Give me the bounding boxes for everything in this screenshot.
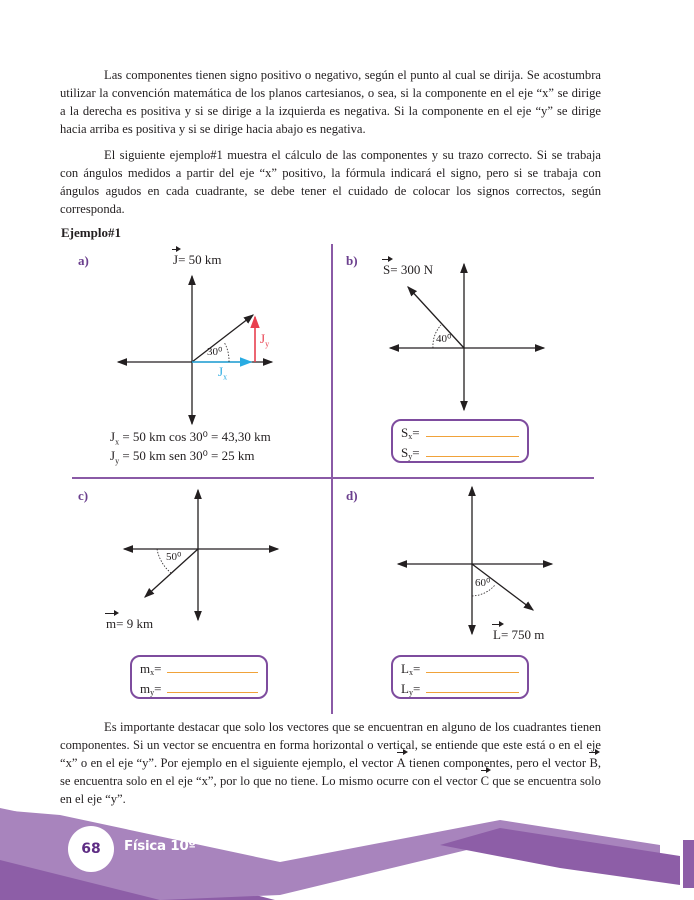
vector-s-label	[383, 262, 433, 278]
lx-answer-blank[interactable]	[426, 671, 519, 673]
answer-row-my	[140, 677, 266, 697]
answer-row-mx	[140, 657, 266, 677]
paragraph-text: que se encuentra solo en el eje “y”.	[60, 774, 601, 806]
vector-c-symbol: C	[480, 774, 490, 788]
formula-jy-value: = 50 km sen 30⁰ = 25 km	[119, 448, 255, 463]
mx-equals: =	[154, 661, 162, 676]
answer-box-l	[391, 655, 529, 699]
formula-jy	[110, 447, 255, 471]
angle-label-a: 30⁰	[207, 346, 223, 358]
lx-sub: x	[408, 668, 413, 677]
quadrant-divider-horizontal	[72, 477, 594, 479]
sy-answer-blank[interactable]	[426, 455, 519, 457]
jy-subscript: y	[265, 339, 270, 349]
vector-m-magnitude: = 9 km	[116, 616, 154, 631]
mx-answer-blank[interactable]	[167, 671, 258, 673]
formula-jx-value: = 50 km cos 30⁰ = 43,30 km	[119, 429, 271, 444]
sx-equals: =	[412, 425, 420, 440]
panel-label-b: b)	[346, 253, 358, 268]
angle-label-d: 60⁰	[475, 577, 491, 589]
formula-jy-sub: y	[115, 456, 120, 466]
paragraph-text: Las componentes tienen signo positivo o negativo, según el punto al cual se dirija. Se acostumbra utilizar la convención matemática de los planos cartesianos, o sea, si la componente en el eje “x” se dirige a la derecha es positiva y si se dirige a la izquierda es negativa. Si la componente en el eje “y” se dirige hacia arriba es positiva y si se dirige hacia abajo es negativa.	[60, 68, 601, 136]
lx-equals: =	[412, 661, 421, 676]
answer-box-s	[391, 419, 529, 463]
sy-equals: =	[412, 445, 420, 460]
answer-row-lx	[401, 657, 527, 677]
sx-symbol: S	[401, 425, 409, 440]
jy-symbol: J	[260, 331, 266, 346]
formula-jx-symbol: J	[110, 429, 116, 444]
my-answer-blank[interactable]	[167, 691, 258, 693]
paragraph-text: Es importante destacar que solo los vectores que se encuentran en alguno de los cuadrantes tienen componentes. Si un vector se encuentra en forma horizontal o vertical, se entiende que este está o en el eje “x” o en el eje “y”. Por ejemplo en el siguiente ejemplo, el vector	[60, 720, 601, 770]
mx-symbol: m	[140, 661, 151, 676]
my-equals: =	[154, 681, 162, 696]
panel-label-c: c)	[78, 488, 89, 503]
book-title: Física 10º	[124, 838, 196, 854]
mx-sub: x	[150, 668, 155, 677]
formula-jy-symbol: J	[110, 448, 116, 463]
vector-l-symbol: L	[493, 627, 501, 642]
vector-s-symbol: S	[383, 262, 391, 277]
paragraph-sign-convention	[60, 66, 601, 138]
vector-diagram-d	[0, 0, 1, 1]
sy-symbol: S	[401, 445, 409, 460]
paragraph-text: tienen componentes, pero el vector	[405, 756, 590, 770]
my-sub: y	[150, 688, 155, 697]
sy-sub: y	[408, 452, 413, 461]
vector-m-symbol: m	[106, 616, 117, 631]
formula-jx-sub: x	[115, 437, 120, 447]
answer-row-ly	[401, 677, 527, 697]
paragraph-example-intro	[60, 146, 601, 218]
jx-subscript: x	[223, 372, 228, 382]
paragraph-text: , se encuentra solo en el eje “x”, por lo que no tiene. Lo mismo ocurre con el vector	[60, 756, 601, 788]
paragraph-text: El siguiente ejemplo#1 muestra el cálculo de las componentes y su trazo correcto. Si se trabaja con ángulos medidos a partir del eje “x” positivo, la fórmula indicará el signo, pero si se trabaja con ángulos agudos en cada cuadrante, se debe tener el cuidado de colocar los signos correctos, según corresponda.	[60, 148, 601, 216]
ly-answer-blank[interactable]	[426, 691, 519, 693]
answer-box-m	[130, 655, 268, 699]
sx-answer-blank[interactable]	[426, 435, 519, 437]
lx-symbol: L	[401, 661, 409, 676]
vector-j-magnitude: = 50 km	[178, 252, 222, 267]
example-heading: Ejemplo#1	[61, 225, 121, 240]
sx-sub: x	[408, 432, 413, 441]
jx-symbol: J	[218, 364, 224, 379]
component-jy-label	[260, 331, 269, 349]
vector-l-label	[493, 627, 544, 643]
panel-label-d: d)	[346, 488, 358, 503]
ly-sub: y	[408, 688, 413, 697]
vector-b-symbol: B	[589, 756, 598, 770]
vector-a-symbol: A	[396, 756, 406, 770]
angle-label-b: 40⁰	[436, 333, 452, 345]
component-jx-label	[218, 364, 227, 382]
answer-row-sy	[401, 441, 527, 461]
quadrant-divider-vertical	[331, 244, 333, 714]
page-number-badge: 68	[68, 826, 114, 872]
vector-j-symbol: J	[173, 252, 179, 267]
vector-j-label	[173, 252, 222, 268]
ly-equals: =	[412, 681, 421, 696]
vector-s-magnitude: = 300 N	[390, 262, 433, 277]
angle-label-c: 50⁰	[166, 551, 182, 563]
panel-label-a: a)	[78, 253, 89, 268]
vector-l-magnitude: = 750 m	[500, 627, 545, 642]
vector-m-label	[106, 616, 153, 632]
my-symbol: m	[140, 681, 151, 696]
ly-symbol: L	[401, 681, 409, 696]
answer-row-sx	[401, 421, 527, 441]
